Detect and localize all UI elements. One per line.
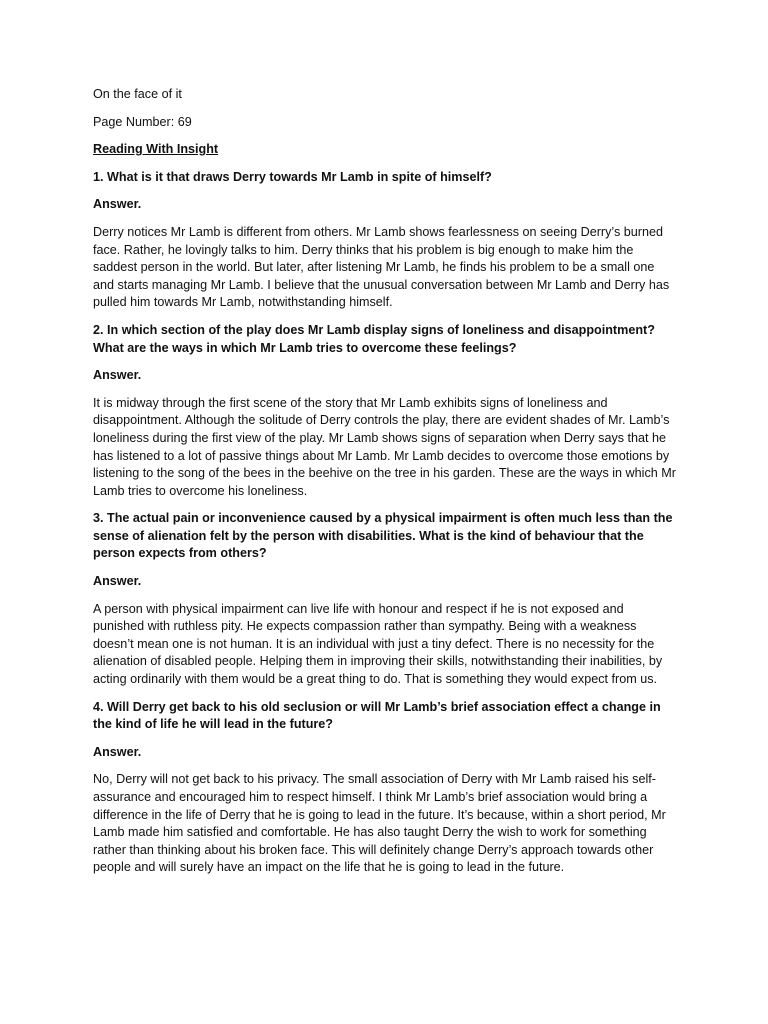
answer-label-1: Answer. [93, 197, 142, 212]
answer-label-3: Answer. [93, 574, 142, 589]
document-title: On the face of it [93, 87, 182, 101]
section-heading: Reading With Insight [93, 142, 219, 157]
answer-1: Derry notices Mr Lamb is different from others. Mr Lamb shows fearlessness on seeing Derry’s burned face. Rather, he lovingly talks to him. Derry thinks that his problem is big enough to make him the saddest person in the world. But later, after listening Mr Lamb, he finds his problem to be a small one and starts managing Mr Lamb. I believe that the unusual conversation between Mr Lamb and Derry has pulled him towards Mr Lamb, notwithstanding himself. [93, 224, 670, 310]
qa-block-4 [93, 699, 678, 877]
page-number: Page Number: 69 [93, 114, 192, 129]
question-4: 4. Will Derry get back to his old seclusion or will Mr Lamb’s brief association effect a change in the kind of life he will lead in the future? [93, 699, 661, 732]
answer-label-4: Answer. [93, 744, 142, 759]
answer-3: A person with physical impairment can live life with honour and respect if he is not exposed and punished with ruthless pity. He expects compassion rather than sympathy. Being with a weakness doesn’t mean one is not human. It is an individual with just a tiny defect. There is no necessity for the alienation of disabled people. Helping them in improving their skills, notwithstanding their inabilities, by acting ordinarily with them would be a great thing to do. That is something they would expect from us. [93, 601, 663, 687]
qa-block-1 [93, 169, 678, 312]
answer-label-2: Answer. [93, 368, 142, 383]
qa-block-2 [93, 322, 678, 500]
qa-block-3 [93, 510, 678, 688]
question-2: 2. In which section of the play does Mr Lamb display signs of loneliness and disappointment? What are the ways in which Mr Lamb tries to overcome these feelings? [93, 322, 655, 355]
answer-4: No, Derry will not get back to his privacy. The small association of Derry with Mr Lamb raised his self-assurance and encouraged him to respect himself. I think Mr Lamb’s brief association would bring a difference in the life of Derry that he is going to lead in the future. It’s because, within a short period, Mr Lamb made him satisfied and comfortable. He has also taught Derry the wish to work for something rather than thinking about his broken face. This will definitely change Derry’s approach towards other people and will surely have an impact on the life that he is going to lead in the future. [93, 772, 666, 875]
answer-2: It is midway through the first scene of the story that Mr Lamb exhibits signs of loneliness and disappointment. Although the solitude of Derry controls the play, there are evident shades of Mr. Lamb’s loneliness during the first view of the play. Mr Lamb shows signs of separation when Derry says that he has listened to a lot of passive things about Mr Lamb. Mr Lamb decides to overcome those emotions by listening to the song of the bees in the beehive on the tree in his garden. These are the ways in which Mr Lamb tries to overcome his loneliness. [93, 395, 676, 498]
question-3: 3. The actual pain or inconvenience caused by a physical impairment is often much less than the sense of alienation felt by the person with disabilities. What is the kind of behaviour that the person expects from others? [93, 511, 673, 561]
document-page [93, 86, 678, 887]
question-1: 1. What is it that draws Derry towards Mr Lamb in spite of himself? [93, 169, 492, 184]
